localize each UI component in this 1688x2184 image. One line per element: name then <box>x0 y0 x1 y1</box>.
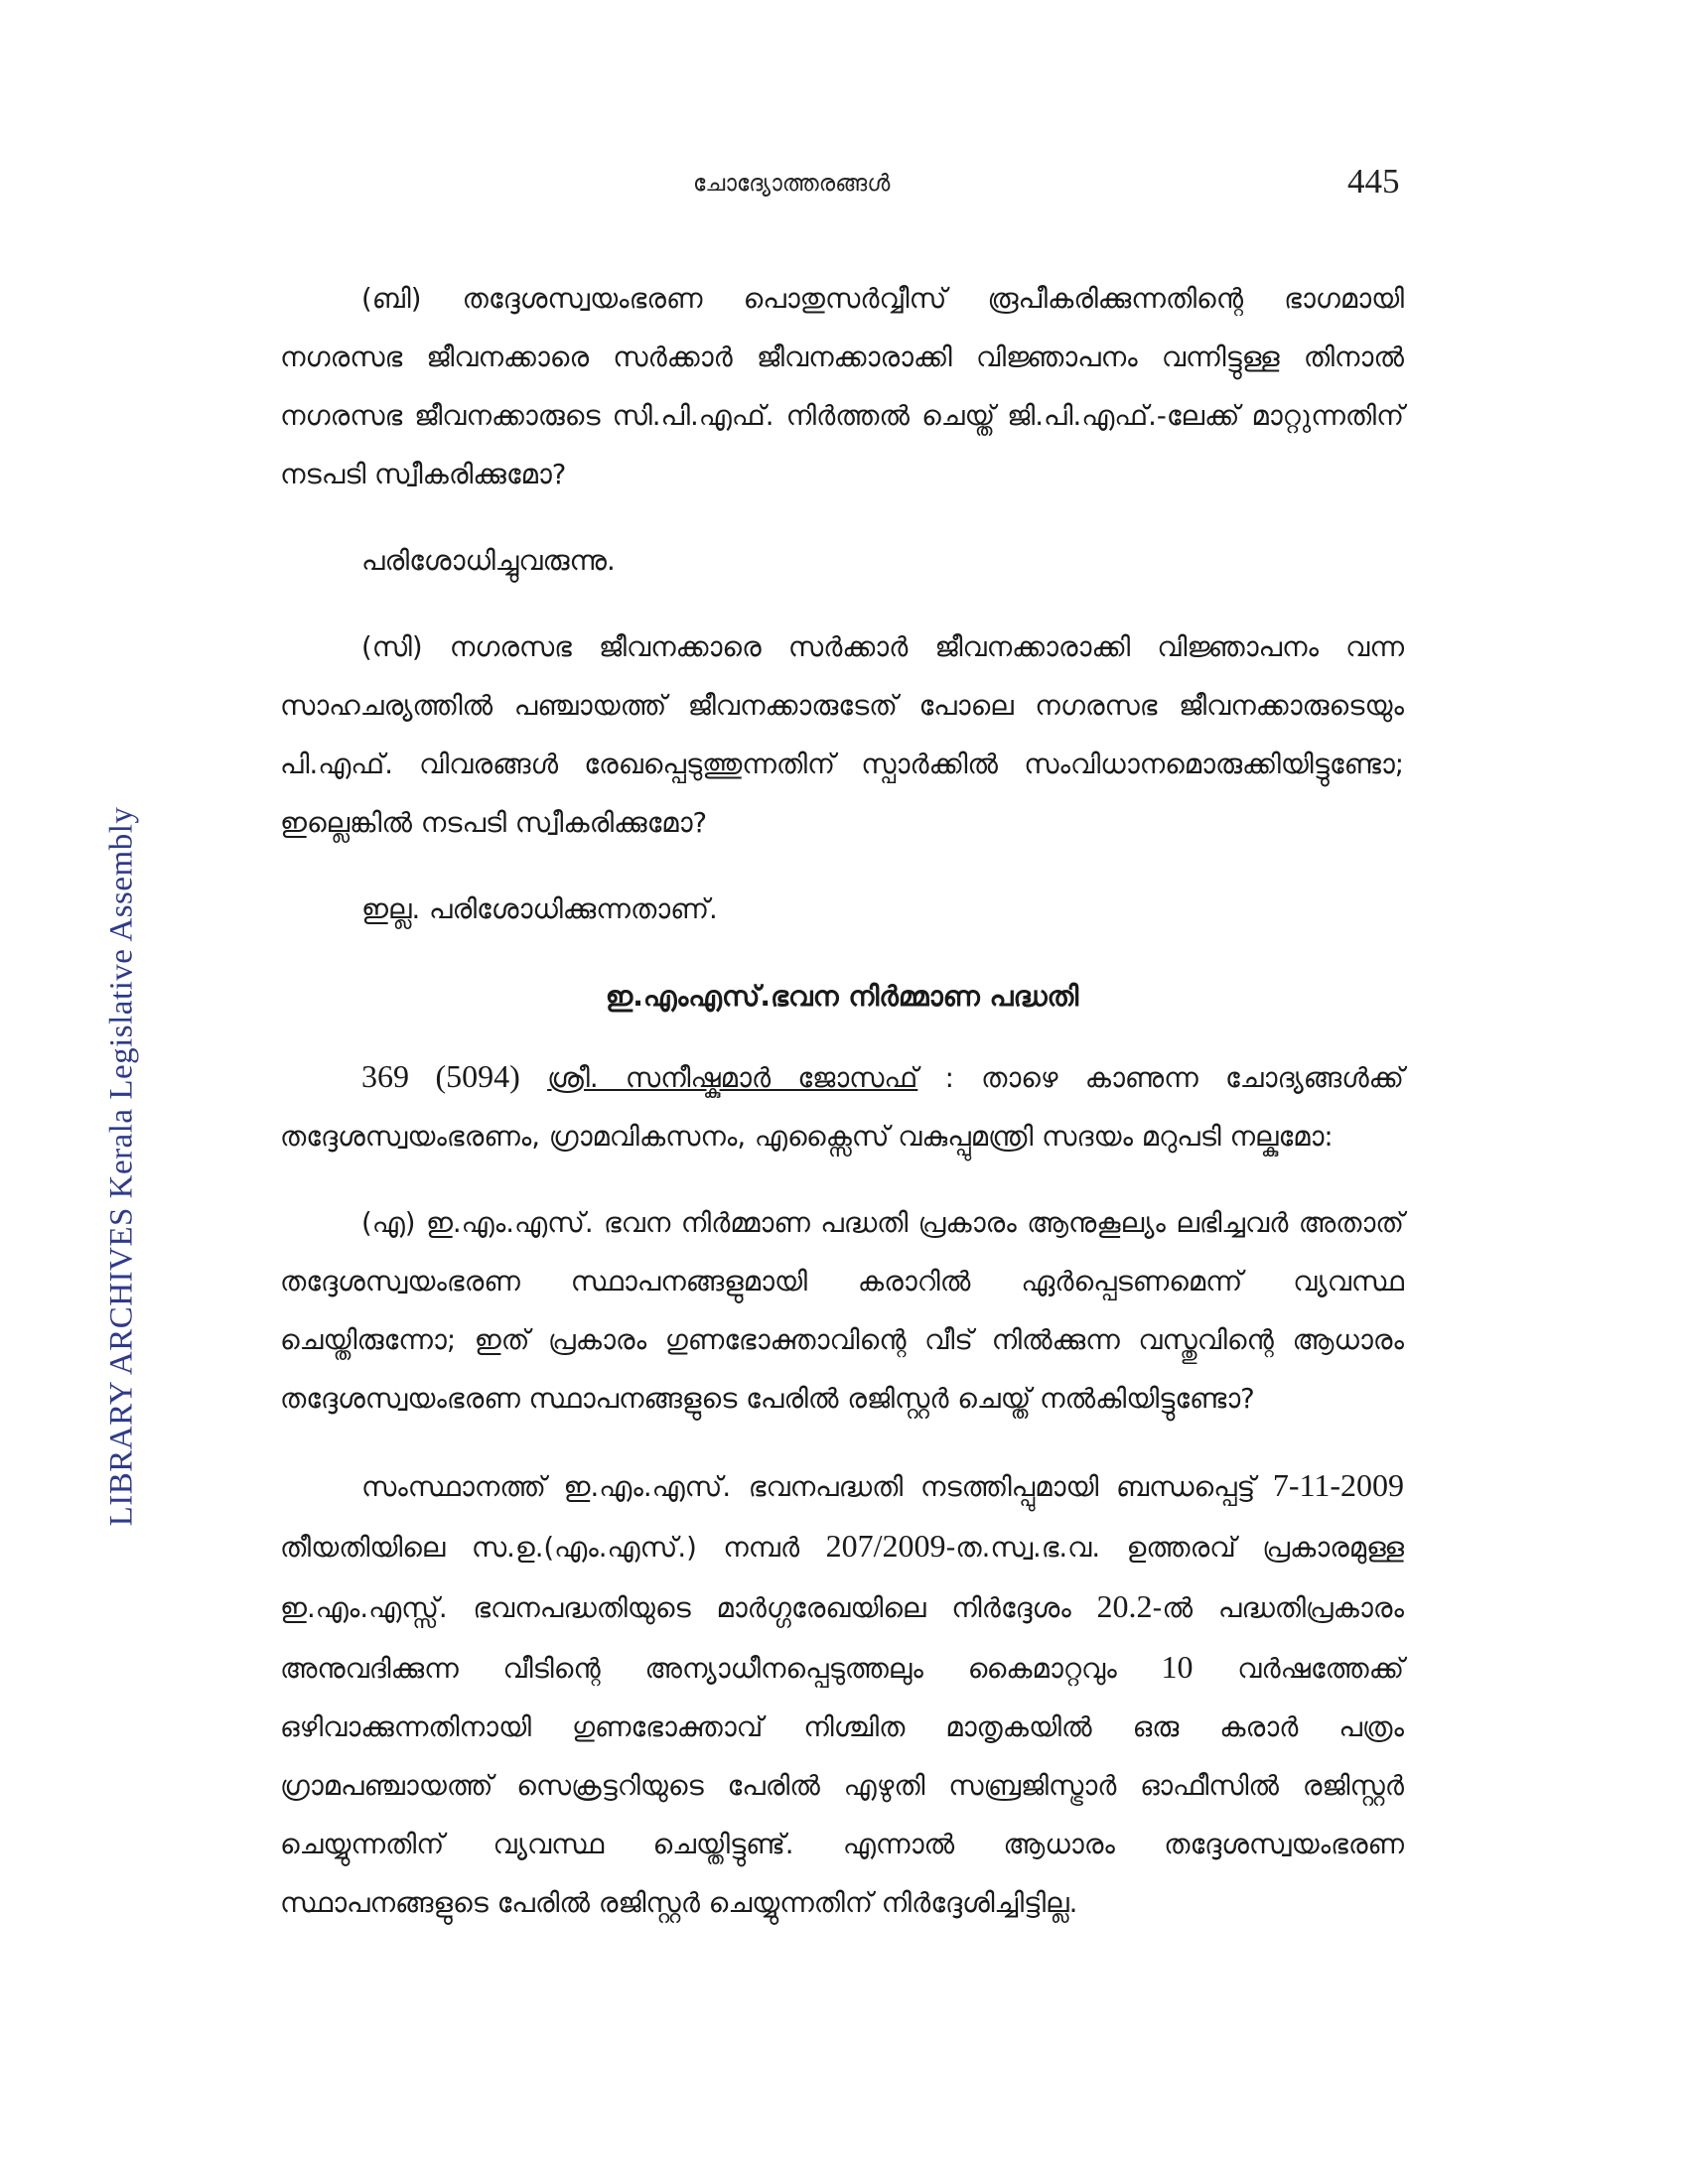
section-heading: ഇ.എംഎസ്.ഭവന നിർമ്മാണ പദ്ധതി <box>605 980 1079 1013</box>
question-369-intro <box>280 1047 1404 1166</box>
question-number: 369 (5094) <box>361 1058 520 1094</box>
page-number: 445 <box>1347 162 1400 201</box>
answer-text-4: -ൽ പദ്ധതിപ്രകാരം അനുവദിക്കുന്ന വീടിന്റെ അന്യാധീനപ്പെടുത്തലും കൈമാറ്റവും <box>280 1592 1404 1685</box>
page-header-title: ചോദ്യോത്തരങ്ങൾ <box>693 171 891 197</box>
question-b: (ബി) തദ്ദേശസ്വയംഭരണ പൊതുസർവ്വീസ് രൂപീകരിക്കുന്നതിന്റെ ഭാഗമായി നഗരസഭ ജീവനക്കാരെ സർക്കാർ ജീവനക്കാരാക്കി വിജ്ഞാപനം വന്നിട്ടുള്ള തിനാൽ നഗരസഭ ജീവനക്കാരുടെ സി.പി.എഫ്. നിർത്തൽ ചെയ്ത് ജി.പി.എഫ്.-ലേക്ക് മാറ്റുന്നതിന് നടപടി സ്വീകരിക്കുമോ? <box>280 283 1404 490</box>
answer-text-3: -ത.സ്വ.ഭ.വ. ഉത്തരവ് പ്രകാരമുള്ള ഇ.എം.എസ്സ്. ഭവനപദ്ധതിയുടെ മാർഗ്ഗരേഖയിലെ നിർദ്ദേശം <box>280 1532 1404 1624</box>
member-name: ശ്രീ. സനീഷ്കുമാർ ജോസഫ് <box>547 1062 918 1094</box>
question-369-a: (എ) ഇ.എം.എസ്. ഭവന നിർമ്മാണ പദ്ധതി പ്രകാരം ആനുകൂല്യം ലഭിച്ചവർ അതാത് തദ്ദേശസ്വയംഭരണ സ്ഥാപനങ്ങളുമായി കരാറിൽ ഏർപ്പെടണമെന്ന് വ്യവസ്ഥ ചെയ്തിരുന്നോ; ഇത് പ്രകാരം ഗുണഭോക്താവിന്റെ വീട് നിൽക്കുന്ന വസ്തുവിന്റെ ആധാരം തദ്ദേശസ്വയംഭരണ സ്ഥാപനങ്ങളുടെ പേരിൽ രജിസ്റ്റർ ചെയ്ത് നൽകിയിട്ടുണ്ടോ? <box>280 1207 1404 1415</box>
question-intro-text: : താഴെ കാണുന്ന ചോദ്യങ്ങൾക്ക് തദ്ദേശസ്വയംഭരണം, ഗ്രാമവികസനം, എക്സൈസ് വകുപ്പുമന്ത്രി സദയം മറുപടി നല്കുമോ: <box>280 1062 1404 1153</box>
clause-number: 20.2 <box>1096 1588 1153 1624</box>
archive-watermark: LIBRARY ARCHIVES Kerala Legislative Assembly <box>103 806 140 1527</box>
answer-text-2: തീയതിയിലെ സ.ഉ.(എം.എസ്.) നമ്പർ <box>280 1532 800 1564</box>
answer-c: ഇല്ല. പരിശോധിക്കുന്നതാണ്. <box>361 893 718 925</box>
page-body <box>280 270 1404 1961</box>
answer-text-5: വർഷത്തേക്ക് ഒഴിവാക്കുന്നതിനായി ഗുണഭോക്താവ് നിശ്ചിത മാതൃകയിൽ ഒരു കരാർ പത്രം ഗ്രാമപഞ്ചായത്ത് സെക്രട്ടറിയുടെ പേരിൽ എഴുതി സബ്രജിസ്ട്രാർ ഓഫീസിൽ രജിസ്റ്റർ ചെയ്യുന്നതിന് വ്യവസ്ഥ ചെയ്തിട്ടുണ്ട്. എന്നാൽ ആധാരം തദ്ദേശസ്വയംഭരണ സ്ഥാപനങ്ങളുടെ പേരിൽ രജിസ്റ്റർ ചെയ്യുന്നതിന് നിർദ്ദേശിച്ചിട്ടില്ല. <box>280 1653 1404 1919</box>
order-number: 207/2009 <box>825 1528 946 1564</box>
years-value: 10 <box>1161 1649 1194 1685</box>
question-c: (സി) നഗരസഭ ജീവനക്കാരെ സർക്കാർ ജീവനക്കാരാക്കി വിജ്ഞാപനം വന്ന സാഹചര്യത്തിൽ പഞ്ചായത്ത് ജീവനക്കാരുടേത് പോലെ നഗരസഭ ജീവനക്കാരുടെയും പി.എഫ്. വിവരങ്ങൾ രേഖപ്പെടുത്തുന്നതിന് സ്പാർക്കിൽ സംവിധാനമൊരുക്കിയിട്ടുണ്ടോ; ഇല്ലെങ്കിൽ നടപടി സ്വീകരിക്കുമോ? <box>280 631 1404 839</box>
answer-b: പരിശോധിച്ചുവരുന്നു. <box>361 545 616 577</box>
answer-369-a <box>280 1456 1404 1933</box>
order-date: 7-11-2009 <box>1272 1467 1404 1503</box>
answer-text-1: സംസ്ഥാനത്ത് ഇ.എം.എസ്. ഭവനപദ്ധതി നടത്തിപ്പുമായി ബന്ധപ്പെട്ട് <box>361 1471 1256 1503</box>
